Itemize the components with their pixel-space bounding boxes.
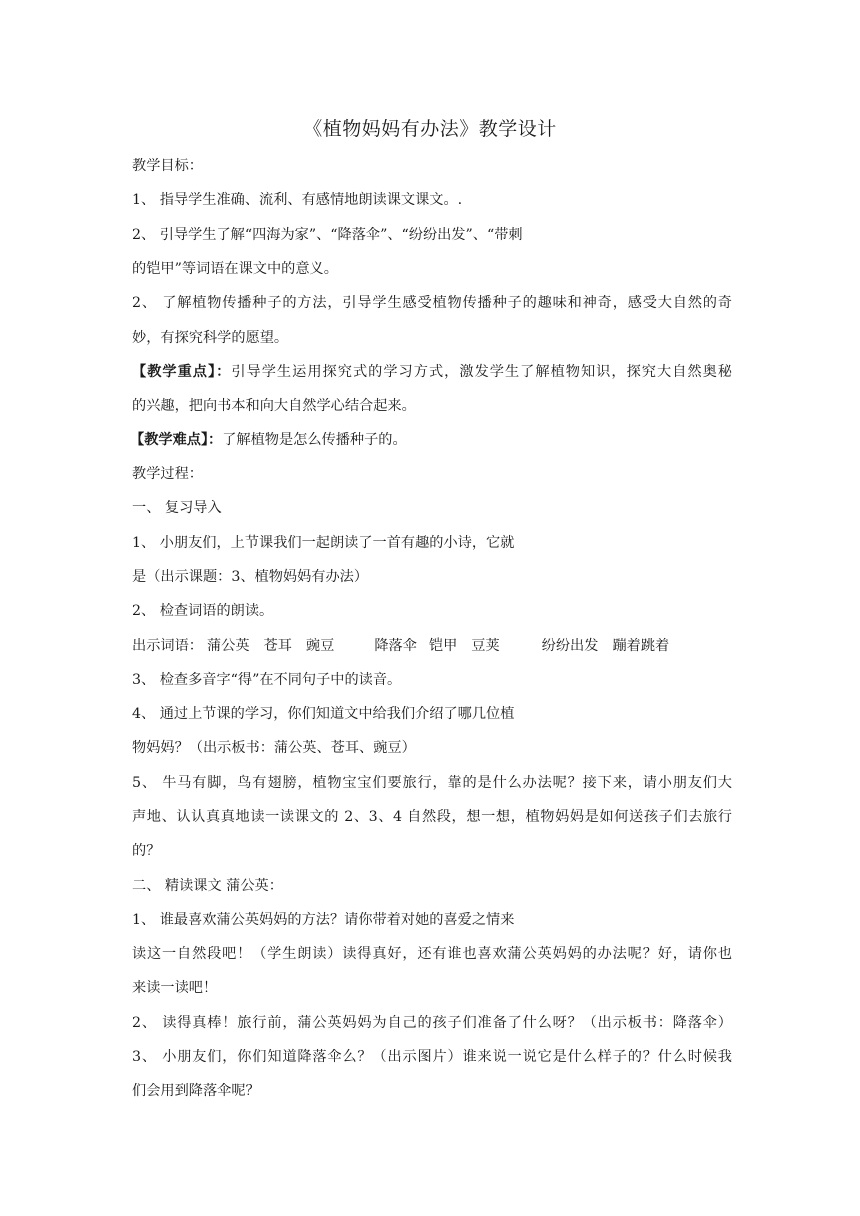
difficulty-label: 【教学难点】： xyxy=(130,432,223,448)
vocab-word: 纷纷出发 xyxy=(541,638,599,654)
objective-item: 2、 引导学生了解“四海为家”、“降落伞”、“纷纷出发”、“带刺 xyxy=(132,227,523,243)
vocab-word: 蒲公英 xyxy=(206,638,250,654)
objective-item-continued: 妙，有探究科学的愿望。 xyxy=(132,330,289,346)
process-item-continued: 声地、认认真真地读一读课文的 2、3、4 自然段，想一想，植物妈妈是如何送孩子们去旅行 xyxy=(132,809,732,825)
difficulty-text: 了解植物是怎么传播种子的。 xyxy=(222,432,407,448)
key-point-paragraph xyxy=(132,362,732,382)
process-item-continued: 物妈妈？（出示板书：蒲公英、苍耳、豌豆） xyxy=(132,740,416,756)
reading-item: 2、 读得真棒！旅行前，蒲公英妈妈为自己的孩子们准备了什么呀？（出示板书：降落伞） xyxy=(132,1015,732,1031)
subsection-heading: 二、 精读课文 蒲公英： xyxy=(132,878,283,894)
process-item: 5、 牛马有脚，鸟有翅膀，植物宝宝们要旅行，靠的是什么办法呢？接下来，请小朋友们大 xyxy=(132,775,732,791)
reading-item-continued: 来读一读吧！ xyxy=(132,980,218,996)
vocab-word: 苍耳 xyxy=(263,638,292,654)
objective-item-continued: 的铠甲”等词语在课文中的意义。 xyxy=(132,261,338,277)
objective-item: 1、 指导学生准确、流利、有感情地朗读课文课文。. xyxy=(132,192,463,208)
reading-item-continued: 读这一自然段吧！（学生朗读）读得真好，还有谁也喜欢蒲公英妈妈的办法呢？好，请你也 xyxy=(132,946,732,962)
vocab-word: 降落伞 xyxy=(374,638,417,654)
process-item-continued: 是（出示课题：3、植物妈妈有办法） xyxy=(132,569,369,585)
vocab-line xyxy=(132,636,732,656)
key-point-text: 引导学生运用探究式的学习方式，激发学生了解植物知识，探究大自然奥秘 xyxy=(231,364,732,380)
objective-item: 2、 了解植物传播种子的方法，引导学生感受植物传播种子的趣味和神奇，感受大自然的奇 xyxy=(132,295,732,311)
subsection-heading: 一、 复习导入 xyxy=(132,500,222,516)
difficulty-paragraph xyxy=(130,430,730,450)
process-item: 3、 检查多音字“得”在不同句子中的读音。 xyxy=(132,672,402,688)
key-point-label: 【教学重点】： xyxy=(132,364,232,380)
vocab-prefix: 出示词语： xyxy=(132,638,203,654)
vocab-word: 铠甲 xyxy=(428,638,458,654)
key-point-continued: 的兴趣，把向书本和向大自然学心结合起来。 xyxy=(132,398,416,414)
reading-item: 1、 谁最喜欢蒲公英妈妈的方法？请你带着对她的喜爱之情来 xyxy=(132,912,515,928)
reading-item-continued: 们会用到降落伞呢？ xyxy=(132,1083,260,1099)
reading-item: 3、 小朋友们，你们知道降落伞么？（出示图片）谁来说一说它是什么样子的？什么时候我 xyxy=(132,1049,732,1065)
page-title: 《植物妈妈有办法》教学设计 xyxy=(303,118,557,140)
vocab-word: 豆荚 xyxy=(471,638,500,654)
vocab-word: 蹦着跳着 xyxy=(612,638,670,654)
process-item: 4、 通过上节课的学习，你们知道文中给我们介绍了哪几位植 xyxy=(132,706,515,722)
process-item-continued: 的？ xyxy=(132,843,161,859)
section-heading-objectives: 教学目标： xyxy=(132,158,203,174)
vocab-word: 豌豆 xyxy=(305,638,335,654)
process-item: 1、 小朋友们，上节课我们一起朗读了一首有趣的小诗，它就 xyxy=(132,535,515,551)
section-heading-process: 教学过程： xyxy=(132,466,203,482)
process-item: 2、 检查词语的朗读。 xyxy=(132,603,274,619)
